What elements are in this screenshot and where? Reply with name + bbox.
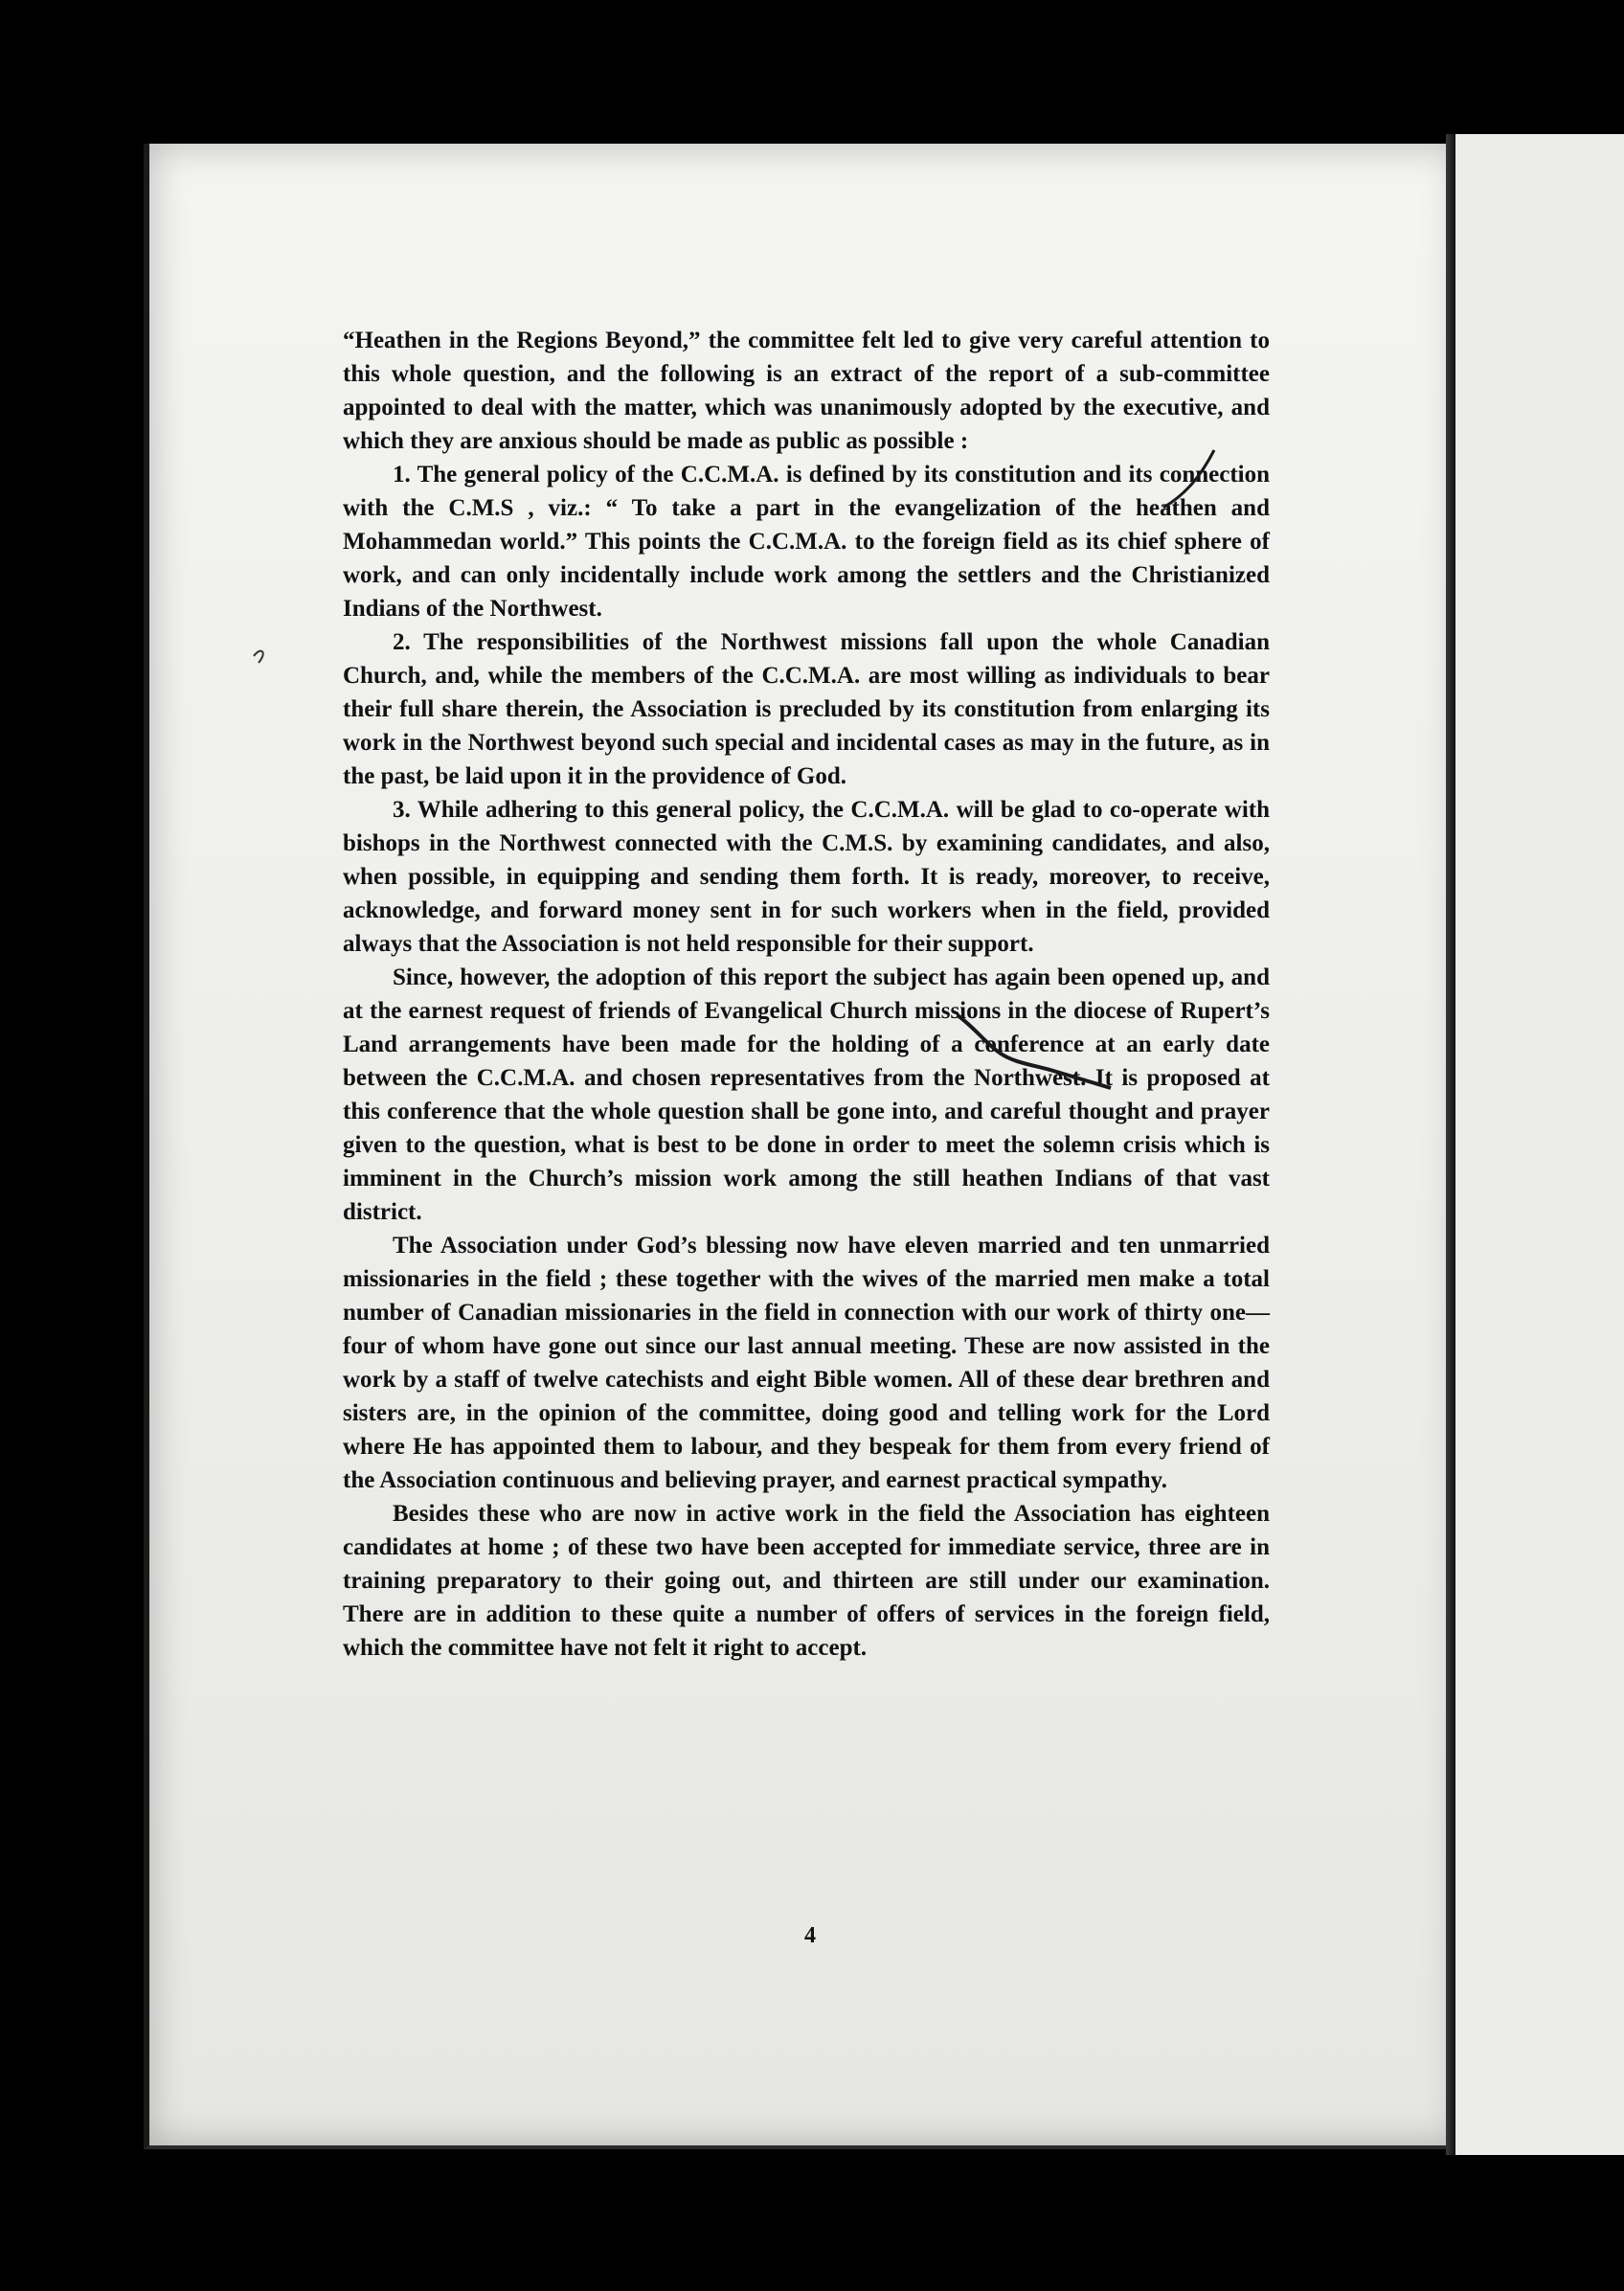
paragraph-1: “Heathen in the Regions Beyond,” the committee felt led to give very careful attention to this whole question, and the following is an extract of the report of a sub-committee appointed to deal with the matter, which was unanimously adopted by the executive, and which they are anxious should be made as public as possible : <box>343 328 1270 454</box>
paragraph-2: 1. The general policy of the C.C.M.A. is defined by its constitution and its connection with the C.M.S , viz.: “ To take a part in the evangelization of the heathen and Mohammedan world.” This points the C.C.M.A. to the foreign field as its chief sphere of work, and can only incidentally include work among the settlers and the Christianized Indians of the Northwest. <box>343 462 1270 622</box>
paragraph-7: Besides these who are now in active work in the field the Association has eighteen candidates at home ; of these two have been accepted for immediate service, three are in training preparatory to their going out, and thirteen are still under our examination. There are in addition to these quite a number of offers of services in the foreign field, which the committee have not felt it right to accept. <box>343 1501 1270 1661</box>
paragraph-3: 2. The responsibilities of the Northwest missions fall upon the whole Canadian Church, and, while the members of the C.C.M.A. are most willing as individuals to bear their full share therein, the Association is precluded by its constitution from enlarging its work in the Northwest beyond such special and incidental cases as may in the future, as in the past, be laid upon it in the providence of God. <box>343 629 1270 789</box>
page-number: 4 <box>804 1923 816 1948</box>
paragraph-4: 3. While adhering to this general policy, the C.C.M.A. will be glad to co-operate with bishops in the Northwest connected with the C.M.S. by examining candidates, and also, when possible, in equipping and sending them forth. It is ready, moreover, to receive, acknowledge, and forward money sent in for such workers when in the field, provided always that the Association is not held responsible for their support. <box>343 797 1270 957</box>
paragraph-5: Since, however, the adoption of this report the subject has again been opened up, and at the earnest request of friends of Evangelical Church missions in the diocese of Rupert’s Land arrangements have been made for the holding of a conference at an early date between the C.C.M.A. and chosen representatives from the Northwest. It is proposed at this conference that the whole question shall be gone into, and careful thought and prayer given to the question, what is best to be done in order to meet the solemn crisis which is imminent in the Church’s mission work among the still heathen Indians of that vast district. <box>343 964 1270 1225</box>
paragraph-6: The Association under God’s blessing now have eleven married and ten unmarried missionaries in the field ; these together with the wives of the married men make a total number of Canadian missionaries in the field in connection with our work of thirty one—four of whom have gone out since our last annual meeting. These are now assisted in the work by a staff of twelve catechists and eight Bible women. All of these dear brethren and sisters are, in the opinion of the committee, doing good and telling work for the Lord where He has appointed them to labour, and they bespeak for them from every friend of the Association continuous and believing prayer, and earnest practical sympathy. <box>343 1233 1270 1493</box>
